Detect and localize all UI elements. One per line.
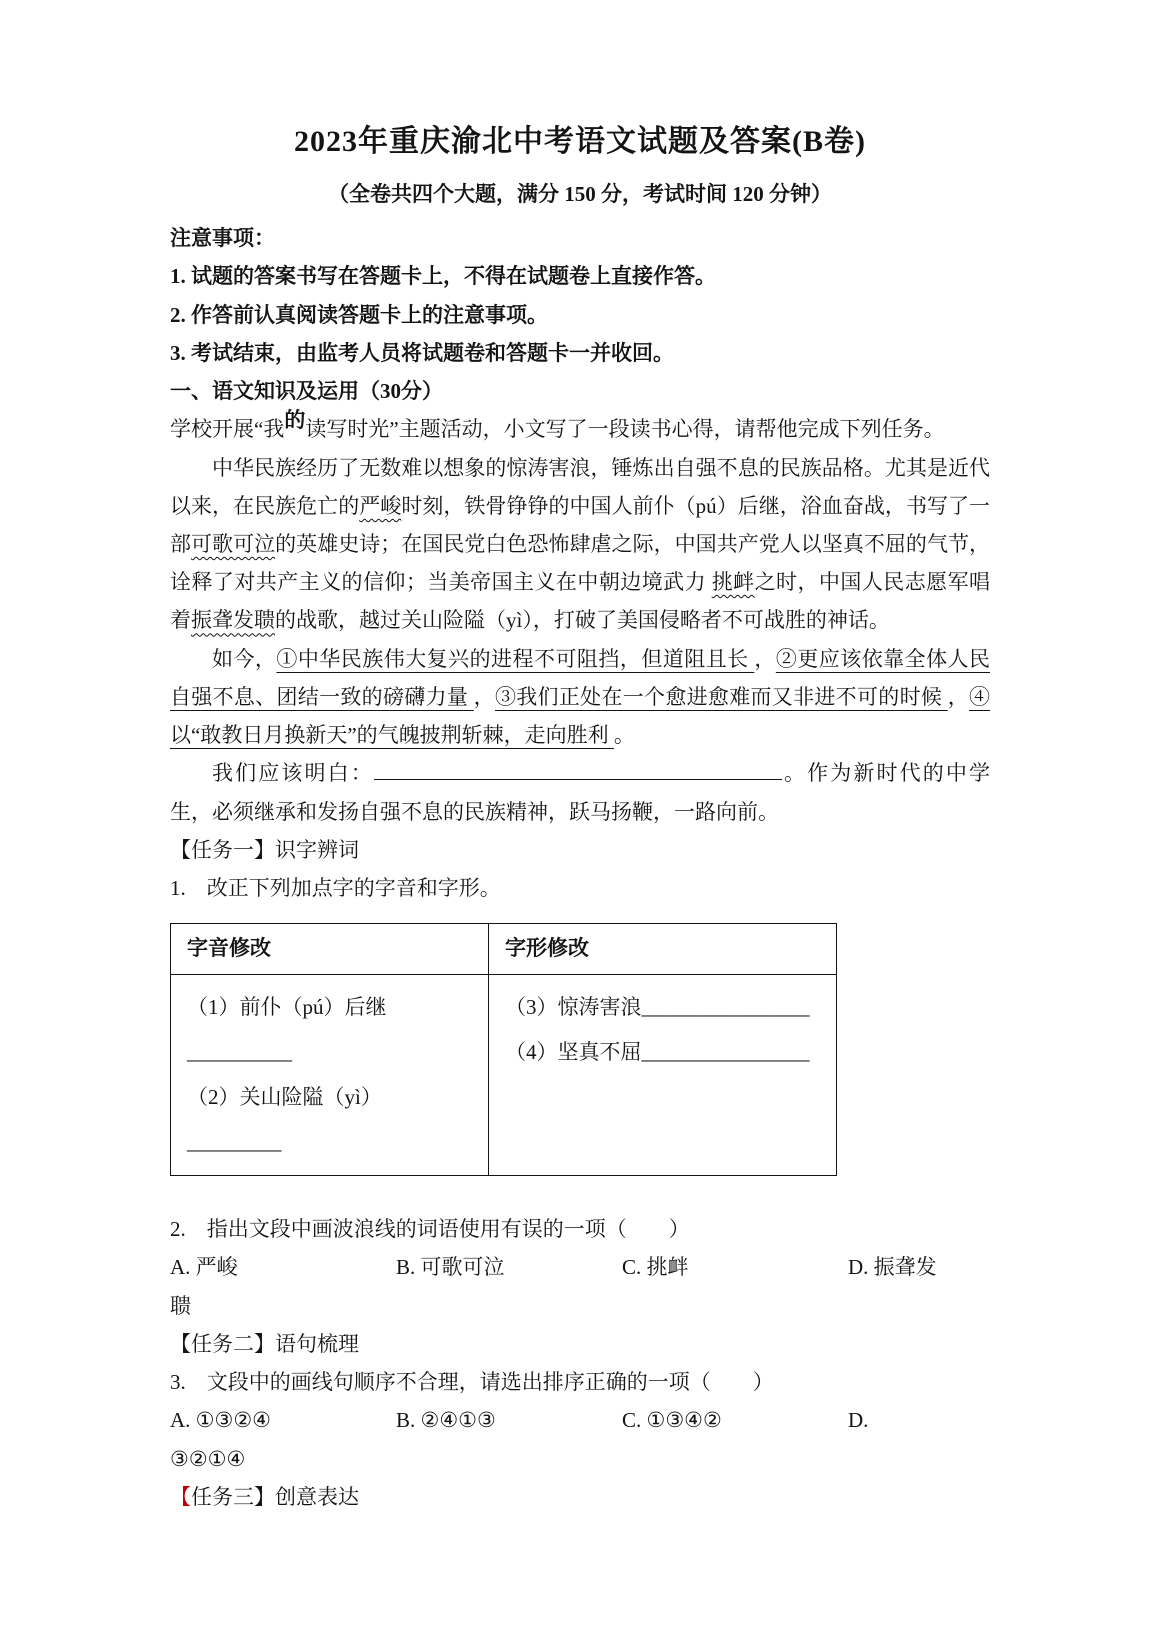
underlined-sentence-4: ④以“敢教日月换新天”的气魄披荆斩棘，走向胜利 [170,684,991,748]
passage1-run-4: 之时，中国人民志愿军唱着 [170,570,991,633]
notice-item-2: 2. 作答前认真阅读答题卡上的注意事项。 [170,302,548,327]
intro-paragraph [170,407,990,448]
table-header-form: 字形修改 [489,924,837,975]
question-3: 3. 文段中的画线句顺序不合理，请选出排序正确的一项（ ） [170,1370,774,1395]
q2-option-b: B. 可歌可泣 [396,1255,505,1280]
page-title: 2023年重庆渝北中考语文试题及答案(B卷) [294,125,866,158]
passage1-run-1: 中华民族经历了无数难以想象的惊涛害浪，锤炼出自强不息的民族品格。尤其是近代以来，在民族危亡的 [170,455,990,518]
underlined-sentence-2: ②更应该依靠全体人民自强不息、团结一致的磅礴力量 [170,646,991,709]
pronunciation-item-2: （2）关山险隘（yì）_________ [187,1084,382,1155]
q3-option-a: A. ①③②④ [170,1408,271,1433]
fill-in-paragraph [170,754,990,830]
notice-heading: 注意事项： [170,226,275,251]
table-body-row [171,974,837,1176]
task3-heading [170,1478,990,1516]
wavy-word-2: 可歌可泣 [191,531,276,556]
wavy-word-4: 振聋发聩 [191,608,275,633]
passage-paragraph-2 [170,640,990,755]
passage2-sep-3: ， [947,684,970,709]
fillin-text-post: 。作为新时代的中学生，必须继承和发扬自强不息的民族精神，跃马扬鞭，一路向前。 [170,761,990,824]
question-1: 1. 改正下列加点字的字音和字形。 [170,875,501,900]
q3-option-d: D. [848,1408,869,1433]
passage2-end: 。 [613,723,635,748]
q2-option-c: C. 挑衅 [622,1255,689,1280]
task3-red-bracket: 【 [170,1484,191,1509]
section-heading: 一、语文知识及运用（30分） [170,379,443,404]
table-cell-pronunciation [171,974,489,1176]
passage1-run-5: 的战歌，越过关山险隘（yì），打破了美国侵略者不可战胜的神话。 [275,608,890,633]
form-item-1: （3）惊涛害浪________________ [505,994,810,1019]
pronunciation-item-1: （1）前仆（pú）后继__________ [187,994,387,1064]
intro-text-pre: 学校开展“我 [170,417,285,442]
exam-subtitle: （全卷共四个大题，满分 150 分，考试时间 120 分钟） [328,182,832,206]
wavy-word-1: 严峻 [359,493,402,518]
task1-heading: 【任务一】识字辨词 [170,837,359,862]
inserted-character: 的 [284,407,306,432]
passage-paragraph-1 [170,449,990,640]
answer-blank-line [374,776,782,780]
question-2-options [170,1248,990,1286]
question-3-options [170,1401,990,1439]
q3-option-b: B. ②④①③ [396,1408,496,1433]
task2-heading: 【任务二】语句梳理 [170,1331,359,1356]
table-header-row [171,924,837,975]
underlined-sentence-3: ③我们正处在一个愈进愈难而又非进不可的时候 [494,684,948,709]
form-item-2: （4）坚真不屈________________ [505,1039,810,1064]
q3-option-c: C. ①③④② [622,1408,722,1433]
fillin-text-pre: 我们应该明白： [212,761,374,786]
task3-heading-text: 任务三】创意表达 [191,1484,359,1509]
q2-option-a: A. 严峻 [170,1255,238,1280]
passage1-run-2: 时刻，铁骨铮铮的中国人前仆（pú）后继，浴血奋战，书写了一部 [170,493,991,556]
passage2-lead: 如今， [212,646,277,671]
underlined-sentence-1: ①中华民族伟大复兴的进程不可阻挡，但道阻且长 [276,646,755,671]
q3-option-d-continuation: ③②①④ [170,1446,246,1471]
question-2: 2. 指出文段中画波浪线的词语使用有误的一项（ ） [170,1217,690,1242]
wavy-word-3: 挑衅 [711,570,755,595]
table-header-pronunciation: 字音修改 [171,924,489,975]
passage2-sep-2: ， [473,684,495,709]
table-cell-form [489,974,837,1176]
notice-item-3: 3. 考试结束，由监考人员将试题卷和答题卡一并收回。 [170,340,674,365]
passage1-run-3: 的英雄史诗；在国民党白色恐怖肆虐之际，中国共产党人以坚真不屈的气节，诠释了对共产主义的信仰；当美帝国主义在中朝边境武力 [170,531,991,595]
correction-table [170,923,837,1176]
q2-option-d-continuation: 聩 [170,1293,191,1318]
q2-option-d: D. 振聋发 [848,1255,937,1280]
passage2-sep-1: ， [754,646,776,671]
notice-item-1: 1. 试题的答案书写在答题卡上，不得在试题卷上直接作答。 [170,264,716,289]
intro-text-post: 读写时光”主题活动，小文写了一段读书心得，请帮他完成下列任务。 [305,417,945,442]
